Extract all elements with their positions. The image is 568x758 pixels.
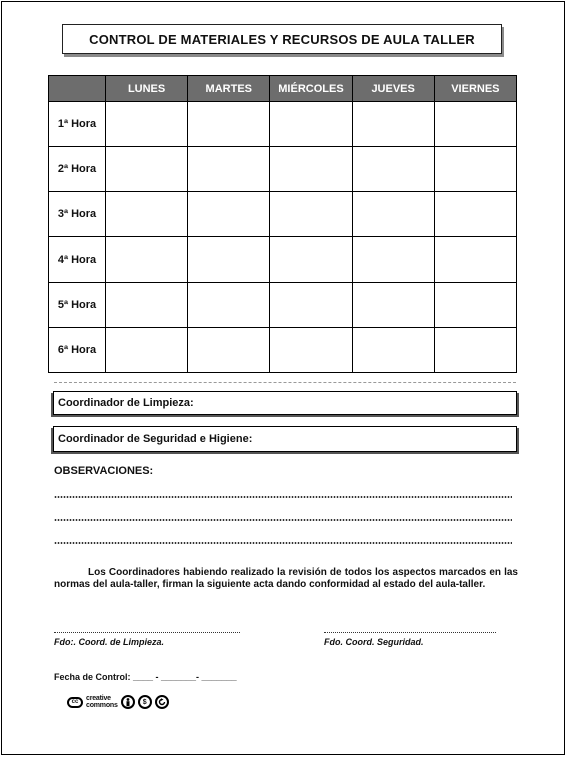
day-header: JUEVES xyxy=(352,76,434,102)
schedule-table xyxy=(48,75,517,373)
attribution-icon xyxy=(121,695,135,709)
schedule-cell[interactable] xyxy=(434,327,516,372)
schedule-cell[interactable] xyxy=(352,327,434,372)
table-corner-cell xyxy=(49,76,106,102)
schedule-cell[interactable] xyxy=(188,327,270,372)
schedule-cell[interactable] xyxy=(106,192,188,237)
statement-text: Los Coordinadores habiendo realizado la revisión de todos los aspectos marcados en las normas del aula-taller, firman la siguiente acta dando conformidad al estado del aula-taller. xyxy=(54,567,518,590)
noncommercial-icon: $ xyxy=(138,695,152,709)
schedule-cell[interactable] xyxy=(188,147,270,192)
schedule-cell[interactable] xyxy=(352,237,434,282)
hour-label: 2ª Hora xyxy=(49,147,106,192)
cc-wordmark-line1: creative xyxy=(86,695,111,702)
cc-wordmark-line2: commons xyxy=(86,702,118,709)
cc-wordmark xyxy=(86,695,118,709)
table-row xyxy=(49,147,517,192)
page-title: CONTROL DE MATERIALES Y RECURSOS DE AULA TALLER xyxy=(62,24,502,54)
cleaning-coordinator-field[interactable] xyxy=(53,391,517,415)
separator-line xyxy=(54,382,516,383)
schedule-cell[interactable] xyxy=(188,192,270,237)
day-header: MARTES xyxy=(188,76,270,102)
table-row xyxy=(49,102,517,147)
signature-label-cleaning: Fdo:. Coord. de Limpieza. xyxy=(54,637,164,647)
day-header: LUNES xyxy=(106,76,188,102)
observations-label: OBSERVACIONES: xyxy=(54,465,154,477)
schedule-cell[interactable] xyxy=(352,282,434,327)
table-row xyxy=(49,237,517,282)
schedule-cell[interactable] xyxy=(188,282,270,327)
safety-coordinator-label: Coordinador de Seguridad e Higiene: xyxy=(58,433,253,445)
schedule-cell[interactable] xyxy=(352,192,434,237)
schedule-cell[interactable] xyxy=(352,102,434,147)
hour-label: 6ª Hora xyxy=(49,327,106,372)
schedule-cell[interactable] xyxy=(434,192,516,237)
schedule-cell[interactable] xyxy=(434,282,516,327)
schedule-cell[interactable] xyxy=(270,237,352,282)
schedule-cell[interactable] xyxy=(270,102,352,147)
schedule-cell[interactable] xyxy=(434,237,516,282)
table-row xyxy=(49,282,517,327)
schedule-cell[interactable] xyxy=(188,102,270,147)
day-header: VIERNES xyxy=(434,76,516,102)
signature-label-safety: Fdo. Coord. Seguridad. xyxy=(324,637,424,647)
hour-label: 5ª Hora xyxy=(49,282,106,327)
cc-icon: cc xyxy=(67,697,83,708)
day-header: MIÉRCOLES xyxy=(270,76,352,102)
creative-commons-badge xyxy=(67,695,169,709)
schedule-cell[interactable] xyxy=(106,147,188,192)
schedule-cell[interactable] xyxy=(352,147,434,192)
observations-line[interactable] xyxy=(54,519,512,521)
table-row xyxy=(49,327,517,372)
cleaning-coordinator-label: Coordinador de Limpieza: xyxy=(58,397,194,409)
hour-label: 3ª Hora xyxy=(49,192,106,237)
control-date-field[interactable]: Fecha de Control: ____ - _______- _______ xyxy=(54,672,237,682)
schedule-cell[interactable] xyxy=(106,237,188,282)
safety-coordinator-field[interactable] xyxy=(53,426,517,452)
schedule-cell[interactable] xyxy=(270,192,352,237)
schedule-cell[interactable] xyxy=(106,327,188,372)
observations-line[interactable] xyxy=(54,496,512,498)
observations-line[interactable] xyxy=(54,542,512,544)
schedule-cell[interactable] xyxy=(188,237,270,282)
table-header-row xyxy=(49,76,517,102)
schedule-cell[interactable] xyxy=(434,147,516,192)
signature-line-safety[interactable] xyxy=(324,632,496,633)
schedule-cell[interactable] xyxy=(434,102,516,147)
schedule-cell[interactable] xyxy=(270,282,352,327)
schedule-cell[interactable] xyxy=(106,102,188,147)
schedule-cell[interactable] xyxy=(270,147,352,192)
signature-line-cleaning[interactable] xyxy=(54,632,240,633)
hour-label: 1ª Hora xyxy=(49,102,106,147)
schedule-cell[interactable] xyxy=(106,282,188,327)
schedule-cell[interactable] xyxy=(270,327,352,372)
table-row xyxy=(49,192,517,237)
sharealike-icon xyxy=(155,695,169,709)
hour-label: 4ª Hora xyxy=(49,237,106,282)
